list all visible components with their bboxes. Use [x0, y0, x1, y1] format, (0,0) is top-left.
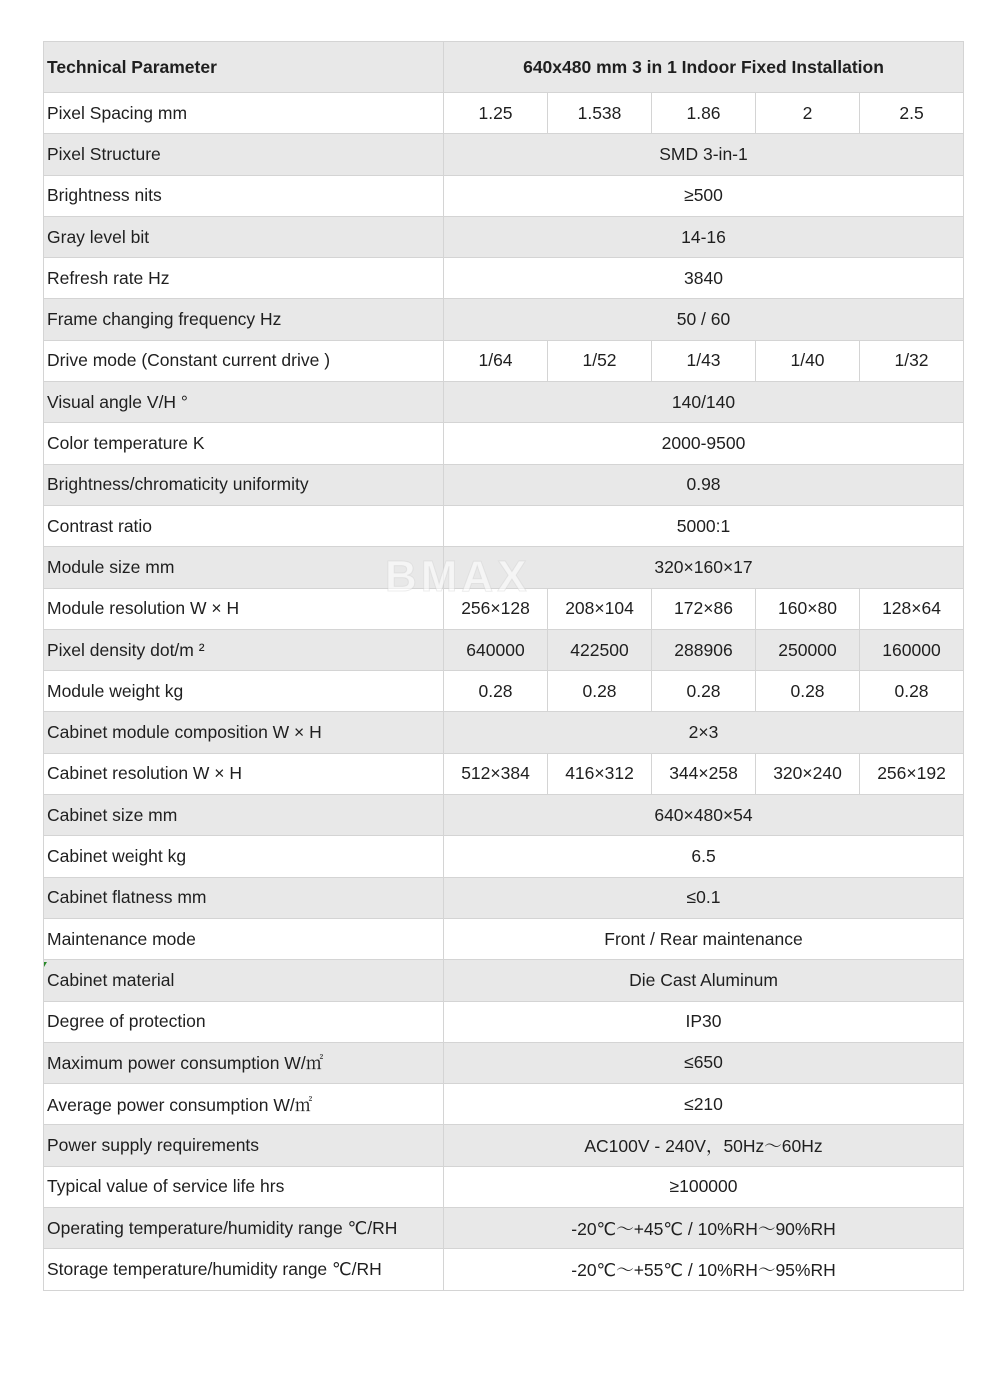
table-header-row: [44, 42, 964, 93]
parameter-value: 208×104: [548, 588, 652, 629]
parameter-label: Typical value of service life hrs: [44, 1166, 444, 1207]
table-row: [44, 1166, 964, 1207]
parameter-value: ≥100000: [444, 1166, 964, 1207]
parameter-value: 128×64: [860, 588, 964, 629]
table-row: [44, 960, 964, 1001]
table-row: [44, 175, 964, 216]
parameter-label: Maximum power consumption W/㎡: [44, 1042, 444, 1083]
parameter-label: Cabinet resolution W × H: [44, 753, 444, 794]
parameter-value: 172×86: [652, 588, 756, 629]
parameter-value: ≥500: [444, 175, 964, 216]
parameter-value: 1/64: [444, 340, 548, 381]
parameter-value: 416×312: [548, 753, 652, 794]
parameter-label: Drive mode (Constant current drive ): [44, 340, 444, 381]
parameter-label: Cabinet flatness mm: [44, 877, 444, 918]
parameter-value: 320×240: [756, 753, 860, 794]
parameter-label: Power supply requirements: [44, 1125, 444, 1166]
table-row: [44, 299, 964, 340]
parameter-label: Visual angle V/H °: [44, 382, 444, 423]
parameter-value: Front / Rear maintenance: [444, 918, 964, 959]
table-row: [44, 93, 964, 134]
parameter-label: Pixel Spacing mm: [44, 93, 444, 134]
table-row: [44, 1208, 964, 1249]
parameter-value: ≤650: [444, 1042, 964, 1083]
parameter-label: Degree of protection: [44, 1001, 444, 1042]
parameter-value: 250000: [756, 629, 860, 670]
corner-mark: [44, 962, 47, 967]
parameter-value: 0.28: [756, 671, 860, 712]
parameter-value: 1.538: [548, 93, 652, 134]
table-row: [44, 216, 964, 257]
parameter-label: Cabinet material: [44, 960, 444, 1001]
parameter-value: 50 / 60: [444, 299, 964, 340]
parameter-value: 320×160×17: [444, 547, 964, 588]
parameter-value: 0.98: [444, 464, 964, 505]
parameter-label: Storage temperature/humidity range ℃/RH: [44, 1249, 444, 1290]
header-label: Technical Parameter: [44, 42, 444, 93]
parameter-label: Module weight kg: [44, 671, 444, 712]
parameter-label: Module size mm: [44, 547, 444, 588]
parameter-value: 422500: [548, 629, 652, 670]
parameter-value: 0.28: [860, 671, 964, 712]
table-row: [44, 423, 964, 464]
table-row: [44, 918, 964, 959]
spec-table: [43, 41, 964, 1291]
parameter-label: Cabinet size mm: [44, 795, 444, 836]
parameter-value: 160×80: [756, 588, 860, 629]
parameter-label: Gray level bit: [44, 216, 444, 257]
table-row: [44, 629, 964, 670]
parameter-label: Maintenance mode: [44, 918, 444, 959]
table-row: [44, 258, 964, 299]
parameter-value: 2: [756, 93, 860, 134]
parameter-label: Operating temperature/humidity range ℃/RH: [44, 1208, 444, 1249]
parameter-value: 256×192: [860, 753, 964, 794]
parameter-label: Cabinet weight kg: [44, 836, 444, 877]
parameter-value: 3840: [444, 258, 964, 299]
parameter-value: 14-16: [444, 216, 964, 257]
parameter-value: Die Cast Aluminum: [444, 960, 964, 1001]
table-row: [44, 671, 964, 712]
parameter-value: IP30: [444, 1001, 964, 1042]
parameter-value: 2.5: [860, 93, 964, 134]
parameter-value: 0.28: [444, 671, 548, 712]
parameter-value: -20℃～+55℃ / 10%RH～95%RH: [444, 1249, 964, 1290]
parameter-value: ≤0.1: [444, 877, 964, 918]
table-row: [44, 464, 964, 505]
parameter-value: 5000:1: [444, 505, 964, 546]
parameter-value: 344×258: [652, 753, 756, 794]
parameter-label: Average power consumption W/㎡: [44, 1084, 444, 1125]
parameter-value: 1.86: [652, 93, 756, 134]
parameter-label: Brightness/chromaticity uniformity: [44, 464, 444, 505]
parameter-value: 1/40: [756, 340, 860, 381]
table-row: [44, 382, 964, 423]
header-title: 640x480 mm 3 in 1 Indoor Fixed Installation: [444, 42, 964, 93]
parameter-value: 640000: [444, 629, 548, 670]
parameter-label: Pixel Structure: [44, 134, 444, 175]
parameter-value: 2×3: [444, 712, 964, 753]
table-row: [44, 836, 964, 877]
table-row: [44, 1084, 964, 1125]
parameter-value: 256×128: [444, 588, 548, 629]
table-row: [44, 877, 964, 918]
parameter-value: 0.28: [548, 671, 652, 712]
parameter-value: 640×480×54: [444, 795, 964, 836]
parameter-label: Frame changing frequency Hz: [44, 299, 444, 340]
parameter-value: 140/140: [444, 382, 964, 423]
parameter-value: 6.5: [444, 836, 964, 877]
table-row: [44, 1042, 964, 1083]
table-row: [44, 547, 964, 588]
parameter-value: -20℃～+45℃ / 10%RH～90%RH: [444, 1208, 964, 1249]
parameter-label: Refresh rate Hz: [44, 258, 444, 299]
table-row: [44, 134, 964, 175]
parameter-value: 512×384: [444, 753, 548, 794]
parameter-value: 1/43: [652, 340, 756, 381]
parameter-value: 160000: [860, 629, 964, 670]
parameter-value: 0.28: [652, 671, 756, 712]
parameter-value: 2000-9500: [444, 423, 964, 464]
table-row: [44, 1001, 964, 1042]
parameter-value: SMD 3-in-1: [444, 134, 964, 175]
parameter-value: 288906: [652, 629, 756, 670]
parameter-label: Brightness nits: [44, 175, 444, 216]
parameter-value: 1/32: [860, 340, 964, 381]
table-row: [44, 588, 964, 629]
parameter-label: Pixel density dot/m ²: [44, 629, 444, 670]
table-row: [44, 505, 964, 546]
parameter-label: Module resolution W × H: [44, 588, 444, 629]
parameter-value: AC100V - 240V，50Hz～60Hz: [444, 1125, 964, 1166]
parameter-value: ≤210: [444, 1084, 964, 1125]
parameter-value: 1/52: [548, 340, 652, 381]
table-row: [44, 753, 964, 794]
parameter-label: Contrast ratio: [44, 505, 444, 546]
watermark-logo: BMAX: [385, 552, 531, 601]
table-row: [44, 340, 964, 381]
table-row: [44, 712, 964, 753]
table-row: [44, 1249, 964, 1290]
parameter-label: Cabinet module composition W × H: [44, 712, 444, 753]
table-row: [44, 795, 964, 836]
parameter-label: Color temperature K: [44, 423, 444, 464]
parameter-value: 1.25: [444, 93, 548, 134]
table-row: [44, 1125, 964, 1166]
